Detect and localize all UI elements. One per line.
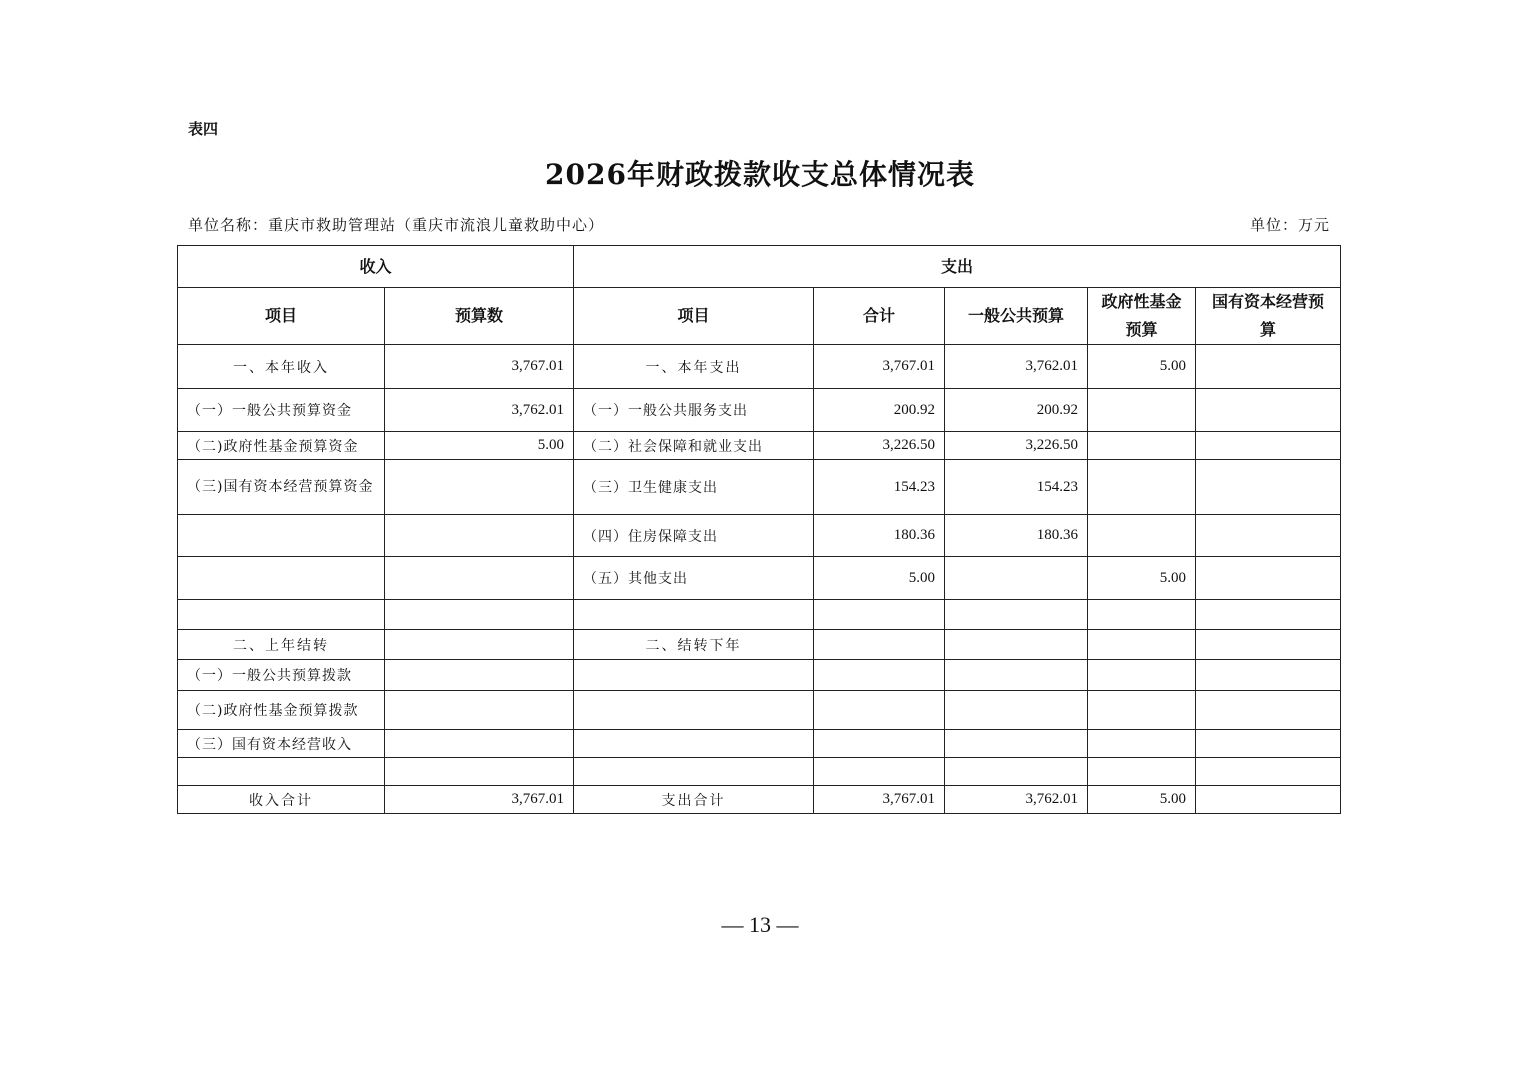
general-budget-cell [945,630,1088,660]
col-gov-fund-budget: 政府性基金预算 [1088,288,1196,345]
col-income-item: 项目 [178,288,385,345]
table-row [178,730,1341,758]
state-capital-cell [1196,557,1341,600]
income-budget-cell: 5.00 [385,432,574,460]
expense-item-cell: （三）卫生健康支出 [574,460,814,515]
income-budget-cell: 3,767.01 [385,345,574,389]
gov-fund-cell [1088,730,1196,758]
total-cell [814,730,945,758]
general-budget-cell: 3,226.50 [945,432,1088,460]
income-item-cell: （二)政府性基金预算拨款 [178,691,385,730]
income-total-label: 收入合计 [178,786,385,814]
gov-fund-cell [1088,758,1196,786]
table-row [178,691,1341,730]
income-budget-cell [385,758,574,786]
col-state-capital-budget: 国有资本经营预算 [1196,288,1341,345]
gov-fund-cell [1088,600,1196,630]
table-label: 表四 [188,120,219,138]
total-cell [814,691,945,730]
income-item-cell [178,600,385,630]
total-cell: 200.92 [814,389,945,432]
total-cell [814,600,945,630]
total-cell [814,660,945,691]
gov-fund-cell [1088,691,1196,730]
gov-fund-cell: 5.00 [1088,557,1196,600]
state-capital-cell [1196,758,1341,786]
col-income-budget: 预算数 [385,288,574,345]
general-budget-cell [945,600,1088,630]
gov-fund-cell [1088,460,1196,515]
gov-fund-cell [1088,630,1196,660]
expense-item-cell [574,600,814,630]
state-capital-cell [1196,660,1341,691]
state-capital-cell [1196,345,1341,389]
expense-item-cell [574,730,814,758]
gov-fund-cell [1088,389,1196,432]
table-row [178,345,1341,389]
income-budget-cell: 3,762.01 [385,389,574,432]
expense-item-cell: 一、本年支出 [574,345,814,389]
general-budget-cell: 3,762.01 [945,786,1088,814]
income-item-cell: 二、上年结转 [178,630,385,660]
income-item-cell: （一）一般公共预算资金 [178,389,385,432]
income-budget-cell [385,557,574,600]
general-budget-cell [945,557,1088,600]
state-capital-cell [1196,630,1341,660]
expense-item-cell: （五）其他支出 [574,557,814,600]
expense-item-cell [574,691,814,730]
total-cell: 5.00 [814,557,945,600]
unit-name: 单位名称：重庆市救助管理站（重庆市流浪儿童救助中心） [188,216,605,234]
income-item-cell: （二)政府性基金预算资金 [178,432,385,460]
table-row [178,758,1341,786]
expense-item-cell: （一）一般公共服务支出 [574,389,814,432]
expense-item-cell: （二）社会保障和就业支出 [574,432,814,460]
gov-fund-cell: 5.00 [1088,786,1196,814]
expense-item-cell: 二、结转下年 [574,630,814,660]
gov-fund-cell [1088,432,1196,460]
income-total-value: 3,767.01 [385,786,574,814]
expense-header: 支出 [574,246,1341,288]
header-group-row [178,246,1341,288]
total-cell: 154.23 [814,460,945,515]
total-cell [814,630,945,660]
income-item-cell: （三)国有资本经营预算资金 [178,460,385,515]
total-cell: 3,767.01 [814,345,945,389]
income-item-cell [178,515,385,557]
total-cell: 3,226.50 [814,432,945,460]
col-expense-item: 项目 [574,288,814,345]
income-header: 收入 [178,246,574,288]
gov-fund-cell [1088,515,1196,557]
state-capital-cell [1196,786,1341,814]
income-budget-cell [385,600,574,630]
state-capital-cell [1196,389,1341,432]
gov-fund-cell [1088,660,1196,691]
income-item-cell: 一、本年收入 [178,345,385,389]
total-cell: 180.36 [814,515,945,557]
table-row [178,630,1341,660]
expense-item-cell: （四）住房保障支出 [574,515,814,557]
state-capital-cell [1196,432,1341,460]
col-total: 合计 [814,288,945,345]
income-budget-cell [385,691,574,730]
table-row [178,600,1341,630]
general-budget-cell: 180.36 [945,515,1088,557]
header-column-row [178,288,1341,345]
general-budget-cell [945,691,1088,730]
gov-fund-cell: 5.00 [1088,345,1196,389]
table-row [178,660,1341,691]
income-budget-cell [385,730,574,758]
col-general-budget: 一般公共预算 [945,288,1088,345]
income-budget-cell [385,630,574,660]
income-item-cell: （三）国有资本经营收入 [178,730,385,758]
table-row [178,389,1341,432]
income-item-cell: （一）一般公共预算拨款 [178,660,385,691]
total-cell: 3,767.01 [814,786,945,814]
unit-measure: 单位：万元 [1249,216,1330,234]
table-row [178,557,1341,600]
table-row [178,460,1341,515]
unit-info-line [188,214,1330,235]
income-budget-cell [385,660,574,691]
state-capital-cell [1196,600,1341,630]
page-number: — 13 — [721,912,799,937]
table-row [178,432,1341,460]
expense-total-label: 支出合计 [574,786,814,814]
income-item-cell [178,557,385,600]
general-budget-cell [945,758,1088,786]
state-capital-cell [1196,515,1341,557]
total-cell [814,758,945,786]
table-row [178,515,1341,557]
income-budget-cell [385,460,574,515]
general-budget-cell: 3,762.01 [945,345,1088,389]
budget-table [177,245,1341,814]
general-budget-cell [945,730,1088,758]
income-budget-cell [385,515,574,557]
expense-item-cell [574,758,814,786]
income-item-cell [178,758,385,786]
state-capital-cell [1196,730,1341,758]
general-budget-cell: 154.23 [945,460,1088,515]
state-capital-cell [1196,460,1341,515]
general-budget-cell: 200.92 [945,389,1088,432]
total-row [178,786,1341,814]
state-capital-cell [1196,691,1341,730]
general-budget-cell [945,660,1088,691]
page-title: 2026年财政拨款收支总体情况表 [545,158,975,191]
expense-item-cell [574,660,814,691]
